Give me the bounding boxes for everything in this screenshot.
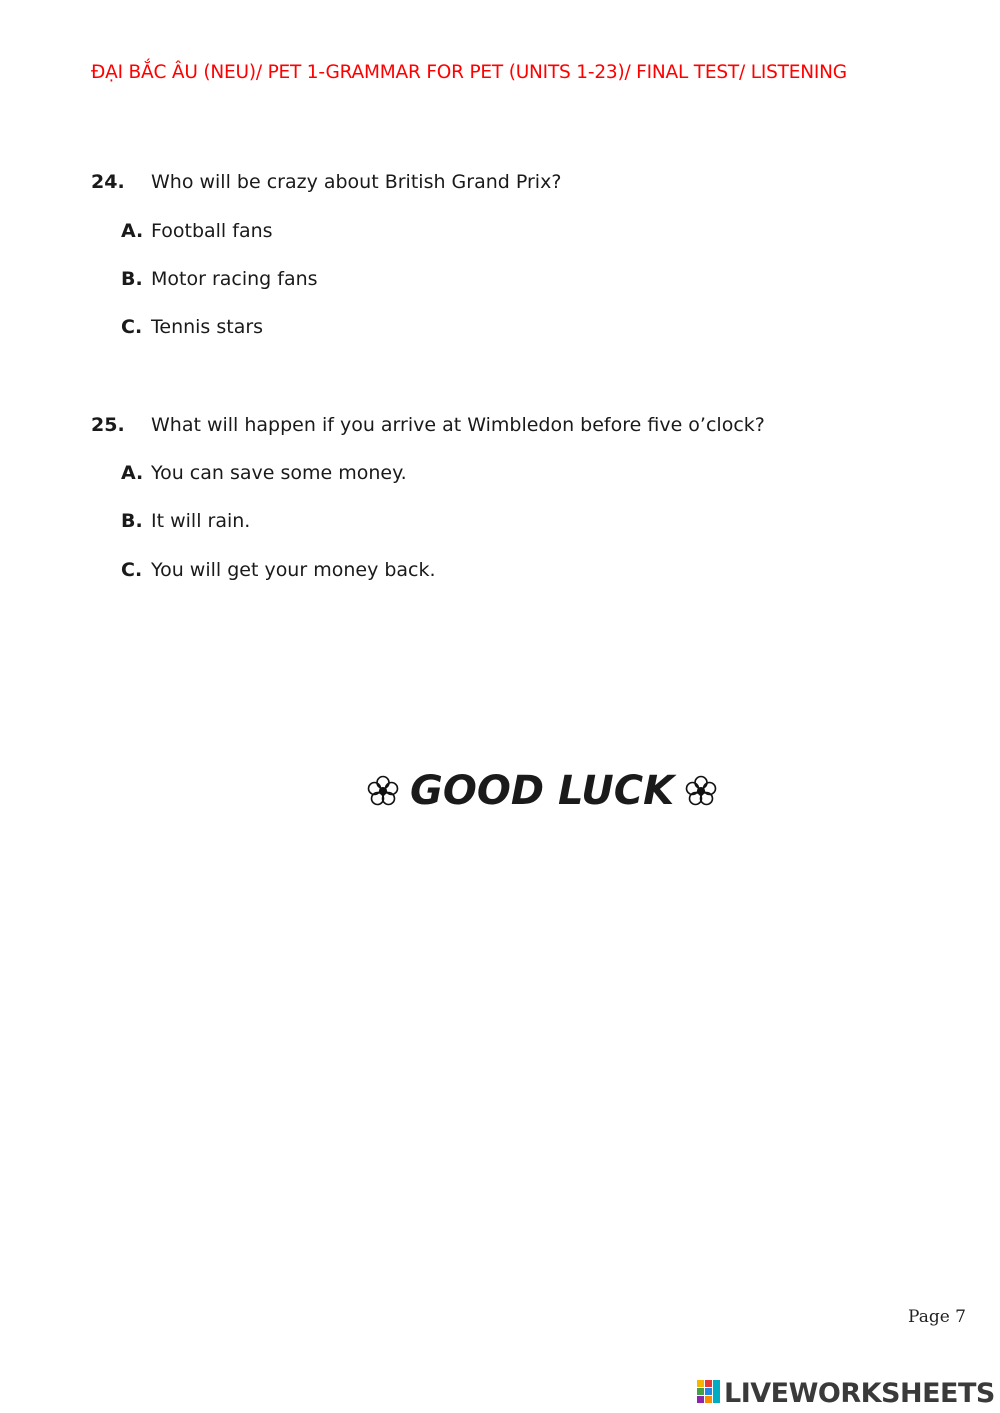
liveworksheets-logo <box>697 1378 995 1409</box>
liveworksheets-logo-icon <box>697 1380 721 1408</box>
option-text: Football fans <box>151 220 273 242</box>
option-text: You will get your money back. <box>151 559 436 581</box>
document-header: ĐẠI BẮC ÂU (NEU)/ PET 1-GRAMMAR FOR PET (UNITS 1-23)/ FINAL TEST/ LISTENING <box>91 62 847 83</box>
page-number: Page 7 <box>908 1307 966 1327</box>
option-text: It will rain. <box>151 510 251 532</box>
option-letter: B. <box>121 268 143 290</box>
option-letter: C. <box>121 559 143 581</box>
good-luck-text: GOOD LUCK <box>410 768 675 814</box>
good-luck-banner <box>366 768 718 814</box>
option-letter: B. <box>121 510 143 532</box>
question-text: Who will be crazy about British Grand Prix? <box>151 171 562 193</box>
question-number: 24. <box>91 171 125 193</box>
option-letter: A. <box>121 462 144 484</box>
option-letter: C. <box>121 316 143 338</box>
flower-icon <box>366 774 400 808</box>
question-number: 25. <box>91 414 125 436</box>
flower-icon <box>684 774 718 808</box>
liveworksheets-brand-text: LIVEWORKSHEETS <box>724 1378 995 1409</box>
option-text: You can save some money. <box>151 462 407 484</box>
question-text: What will happen if you arrive at Wimbledon before five o’clock? <box>151 414 765 436</box>
option-text: Tennis stars <box>151 316 264 338</box>
option-letter: A. <box>121 220 144 242</box>
option-text: Motor racing fans <box>151 268 318 290</box>
